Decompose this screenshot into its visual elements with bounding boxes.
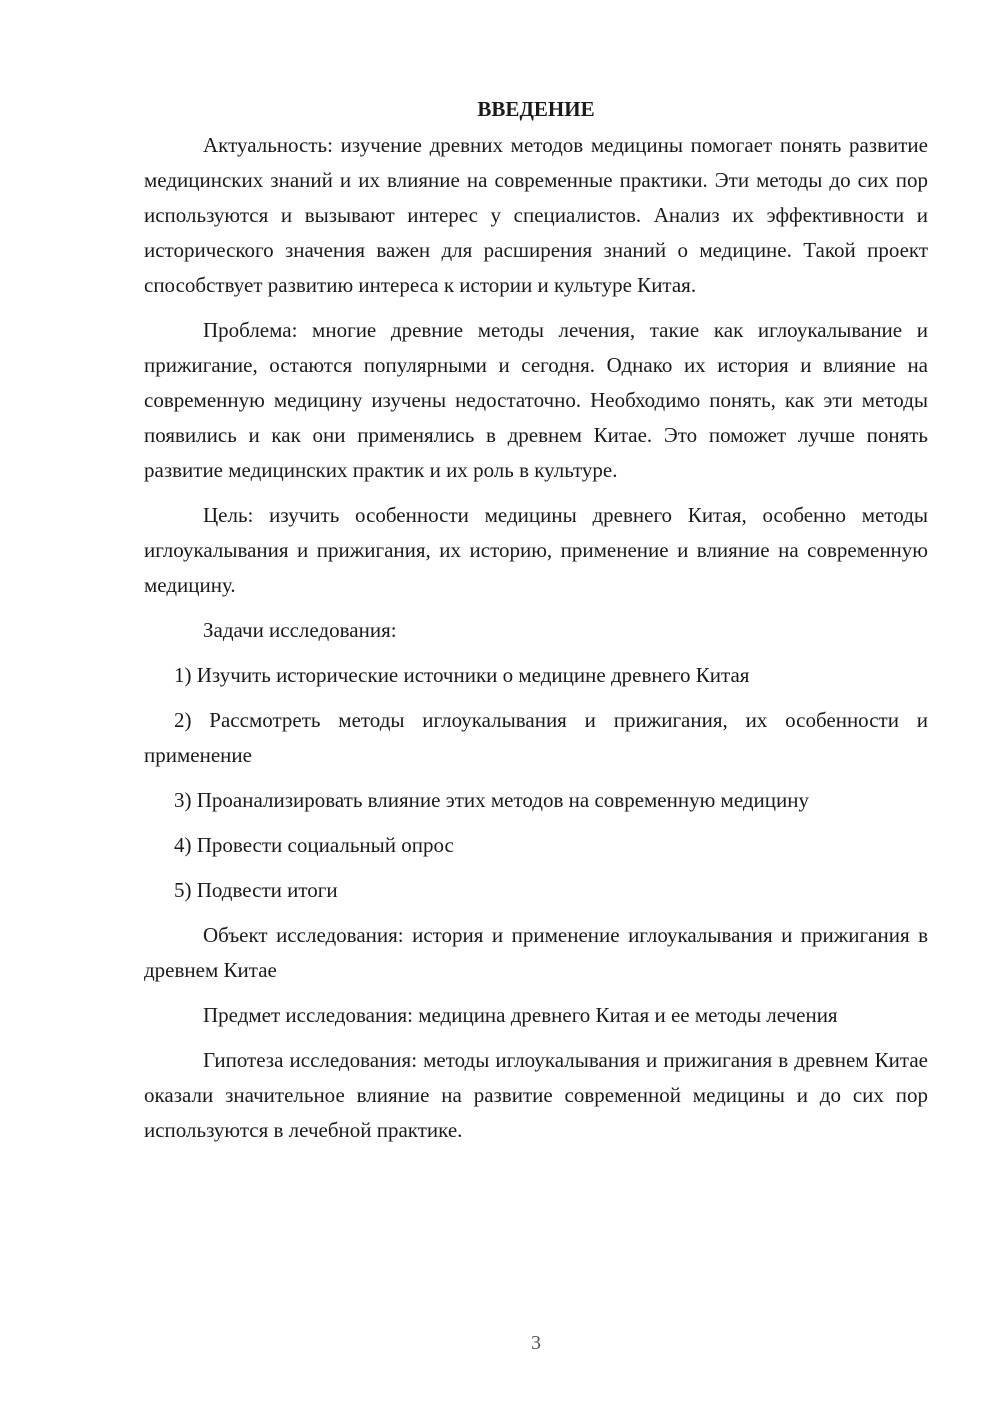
subject-paragraph: Предмет исследования: медицина древнего Китая и ее методы лечения [203, 1003, 838, 1027]
task-item-4: 4) Провести социальный опрос [174, 833, 454, 857]
hypothesis-paragraph: Гипотеза исследования: методы иглоукалывания и прижигания в древнем Китае оказали значительное влияние на развитие современной медицины и до сих пор используются в лечебной практике. [144, 1048, 928, 1142]
goal-paragraph: Цель: изучить особенности медицины древнего Китая, особенно методы иглоукалывания и прижигания, их историю, применение и влияние на современную медицину. [144, 503, 928, 597]
task-item-5: 5) Подвести итоги [174, 878, 338, 902]
task-item-3: 3) Проанализировать влияние этих методов на современную медицину [174, 788, 810, 812]
tasks-heading: Задачи исследования: [203, 618, 397, 642]
object-paragraph: Объект исследования: история и применение иглоукалывания и прижигания в древнем Китае [144, 923, 928, 982]
task-item-1: 1) Изучить исторические источники о медицине древнего Китая [174, 663, 750, 687]
problem-paragraph: Проблема: многие древние методы лечения, такие как иглоукалывание и прижигание, остаются популярными и сегодня. Однако их история и влияние на современную медицину изучены недостаточно. Необходимо понять, как эти методы появились и как они применялись в древнем Китае. Это поможет лучше понять развитие медицинских практик и их роль в культуре. [144, 318, 928, 482]
page-number: 3 [531, 1332, 541, 1354]
task-item-2: 2) Рассмотреть методы иглоукалывания и прижигания, их особенности и применение [144, 708, 928, 767]
relevance-paragraph: Актуальность: изучение древних методов медицины помогает понять развитие медицинских знаний и их влияние на современные практики. Эти методы до сих пор используются и вызывают интерес у специалистов. Анализ их эффективности и исторического значения важен для расширения знаний о медицине. Такой проект способствует развитию интереса к истории и культуре Китая. [144, 133, 928, 297]
document-page [144, 92, 928, 1158]
section-title: ВВЕДЕНИЕ [477, 97, 595, 121]
